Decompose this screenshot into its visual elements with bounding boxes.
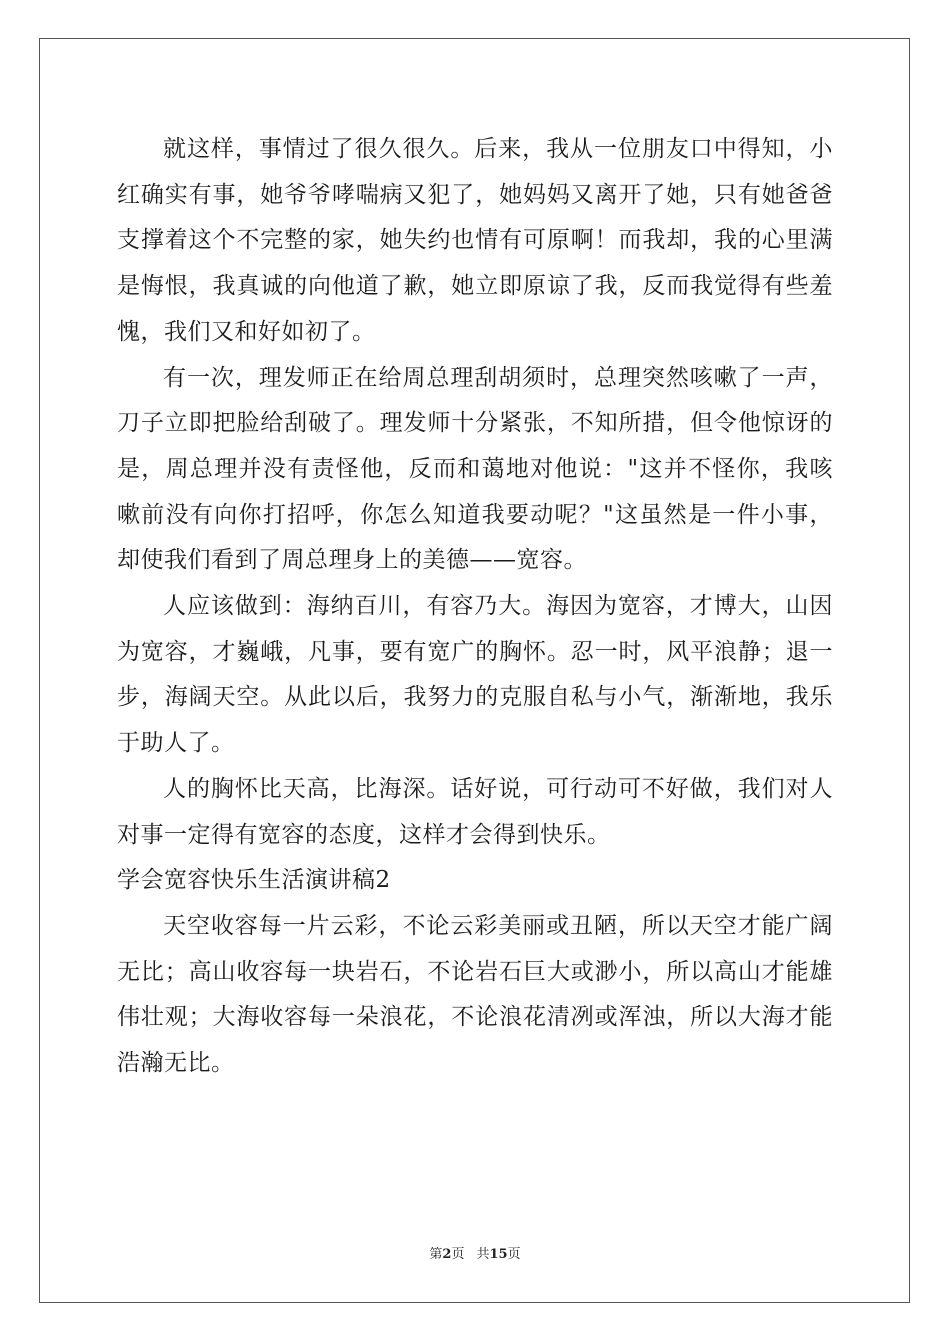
- section-heading: 学会宽容快乐生活演讲稿2: [117, 867, 391, 894]
- paragraph-1: 就这样，事情过了很久很久。后来，我从一位朋友口中得知，小红确实有事，她爷爷哮喘病又犯了，她妈妈又离开了她，只有她爸爸支撑着这个不完整的家，她失约也情有可原啊！而我却，我的心里满是悔恨，我真诚的向他道了歉，她立即原谅了我，反而我觉得有些羞愧，我们又和好如初了。: [117, 136, 833, 345]
- paragraph-4: 人的胸怀比天高，比海深。话好说，可行动可不好做，我们对人对事一定得有宽容的态度，这样才会得到快乐。: [117, 775, 833, 848]
- page-prefix: 第: [429, 1247, 443, 1262]
- paragraph-2: 有一次，理发师正在给周总理刮胡须时，总理突然咳嗽了一声，刀子立即把脸给刮破了。理发师十分紧张，不知所措，但令他惊讶的是，周总理并没有责怪他，反而和蔼地对他说："这并不怪你，我咳嗽前没有向你打招呼，你怎么知道我要动呢？"这虽然是一件小事，却使我们看到了周总理身上的美德——宽容。: [117, 364, 833, 574]
- page-number: 2: [442, 1247, 452, 1262]
- paragraph-3: 人应该做到：海纳百川，有容乃大。海因为宽容，才博大，山因为宽容，才巍峨，凡事，要有宽广的胸怀。忍一时，风平浪静；退一步，海阔天空。从此以后，我努力的克服自私与小气，渐渐地，我乐于助人了。: [117, 593, 833, 757]
- page-footer: [0, 1245, 950, 1265]
- paragraph-5: 天空收容每一片云彩，不论云彩美丽或丑陋，所以天空才能广阔无比；高山收容每一块岩石，不论岩石巨大或渺小，所以高山才能雄伟壮观；大海收容每一朵浪花，不论浪花清冽或浑浊，所以大海才能浩瀚无比。: [117, 912, 833, 1077]
- total-pages: 15: [489, 1247, 508, 1262]
- page-suffix: 页: [451, 1247, 465, 1262]
- total-suffix: 页: [507, 1247, 521, 1262]
- document-body: [117, 127, 833, 1087]
- total-prefix: 共: [476, 1247, 490, 1262]
